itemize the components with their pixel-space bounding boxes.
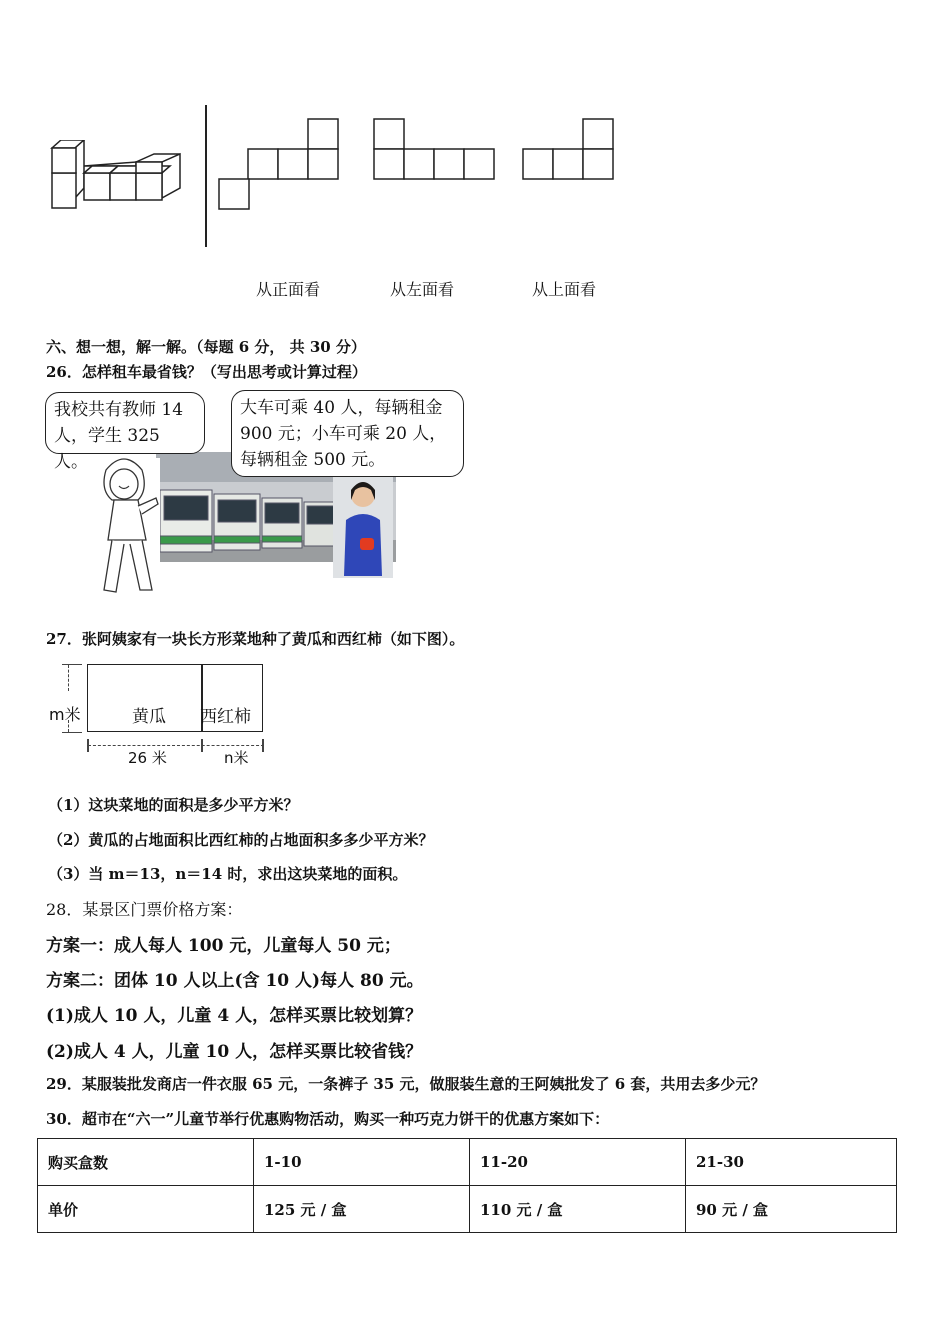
tomato-label: 西红柿 [200,707,251,727]
guide-speech-bubble [231,390,464,477]
table-cell: 购买盒数 [38,1139,254,1186]
left-view-figure [373,118,497,180]
table-cell: 单价 [38,1186,254,1233]
front-view-label: 从正面看 [256,280,321,299]
cube-figure [40,140,190,220]
bottom-dim-line [88,745,264,746]
guide-bubble-text: 大车可乘 40 人，每辆租金 900 元；小车可乘 20 人，每辆租金 500 元。 [240,398,447,470]
teacher-bubble-text: 我校共有教师 14 人，学生 325 人。 [54,400,184,472]
teacher-speech-bubble [45,392,205,472]
top-view-label: 从上面看 [532,280,597,299]
question-26: 26．怎样租车最省钱？（写出思考或计算过程） [46,363,367,381]
left-view-label: 从左面看 [390,280,455,299]
question-27-sub1: （1）这块菜地的面积是多少平方米？ [48,796,299,814]
bottom-dim-tick-left [87,739,89,752]
table-cell: 11-20 [470,1139,686,1186]
front-view-figure [218,118,340,210]
bottom-dim-tick-right [262,739,264,752]
side-length-label: m米 [49,705,81,724]
table-row [38,1139,897,1186]
question-28-ask2: (2)成人 4 人，儿童 10 人，怎样买票比较省钱？ [46,1042,423,1062]
table-row [38,1186,897,1233]
divider-line [205,105,207,247]
table-cell: 90 元 / 盒 [686,1186,897,1233]
question-27-sub2: （2）黄瓜的占地面积比西红柿的占地面积多多少平方米？ [48,831,434,849]
discount-table [37,1138,897,1233]
top-view-figure [522,118,616,180]
table-cell: 21-30 [686,1139,897,1186]
table-cell: 1-10 [254,1139,470,1186]
table-cell: 125 元 / 盒 [254,1186,470,1233]
question-28: 28．某景区门票价格方案： [46,900,243,919]
question-30: 30．超市在“六一”儿童节举行优惠购物活动，购买一种巧克力饼干的优惠方案如下： [46,1110,610,1128]
tomato-length-label: n米 [224,749,249,767]
question-29: 29．某服装批发商店一件衣服 65 元，一条裤子 35 元，做服装生意的王阿姨批发了 6 套，共用去多少元？ [46,1075,766,1093]
cucumber-length-label: 26 米 [128,749,167,767]
question-27-sub3: （3）当 m＝13，n＝14 时，求出这块菜地的面积。 [48,865,408,883]
section-title: 六、想一想，解一解。（每题 6 分， 共 30 分） [46,338,366,356]
bottom-dim-tick-mid [201,739,203,752]
side-dim-tick-bottom [62,732,82,733]
question-28-plan1: 方案一：成人每人 100 元，儿童每人 50 元； [46,936,401,956]
side-dim-top [68,665,69,691]
question-27: 27．张阿姨家有一块长方形菜地种了黄瓜和西红柿（如下图）。 [46,630,465,648]
question-28-plan2: 方案二：团体 10 人以上(含 10 人)每人 80 元。 [46,971,424,991]
question-28-ask1: (1)成人 10 人，儿童 4 人，怎样买票比较划算？ [46,1006,423,1026]
table-cell: 110 元 / 盒 [470,1186,686,1233]
cucumber-label: 黄瓜 [132,707,166,727]
side-dim-tick-top [62,664,82,665]
